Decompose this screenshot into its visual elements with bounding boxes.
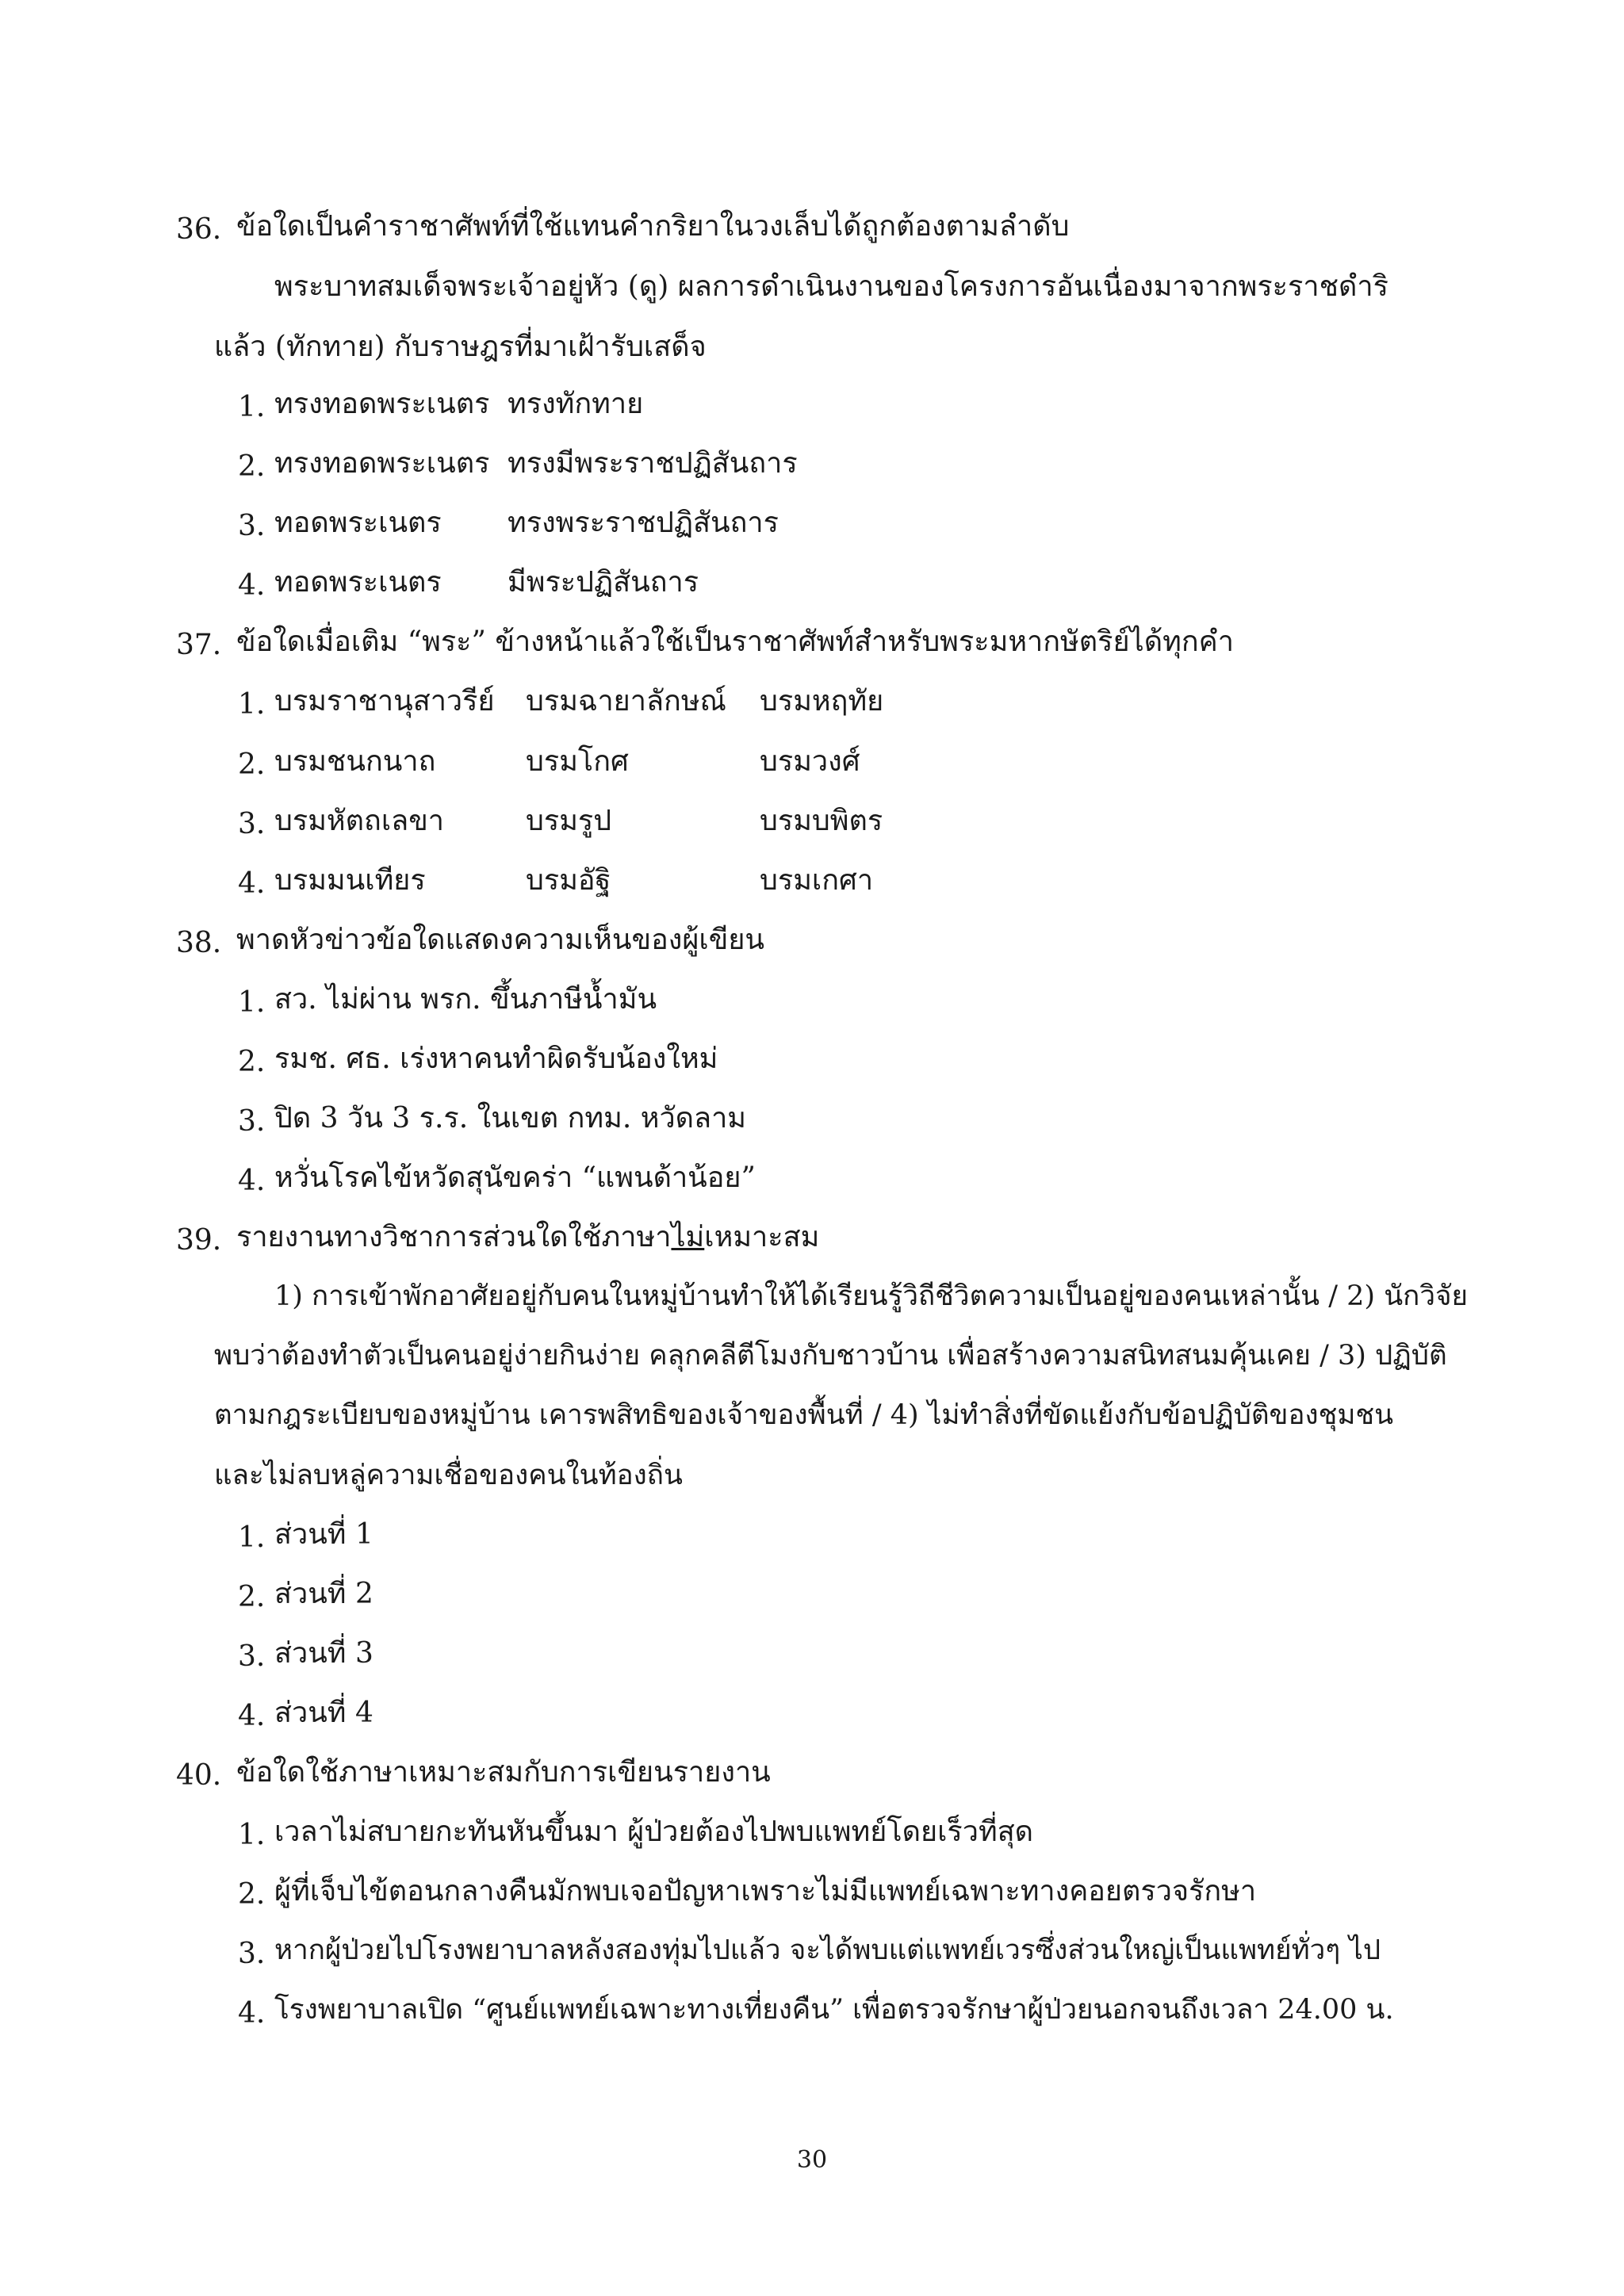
question-39-option-3-text: ส่วนที่ 3 <box>274 1637 373 1670</box>
question-40-option-3-number: 3. <box>238 1938 266 1970</box>
question-38-text: พาดหัวข่าวข้อใดแสดงความเห็นของผู้เขียน <box>236 924 765 956</box>
question-36-option-2-b: ทรงมีพระราชปฏิสันถาร <box>508 447 798 480</box>
question-36-passage-line-1: พระบาทสมเด็จพระเจ้าอยู่หัว (ดู) ผลการดำเนินงานของโครงการอันเนื่องมาจากพระราชดำริ <box>274 270 1388 303</box>
question-36-option-1-a: ทรงทอดพระเนตร <box>274 388 490 420</box>
question-39-passage-line-4: และไม่ลบหลู่ความเชื่อของคนในท้องถิ่น <box>214 1460 683 1491</box>
question-40-number: 40. <box>176 1759 222 1792</box>
question-38-option-2-number: 2. <box>238 1046 266 1078</box>
question-36-option-2-number: 2. <box>238 450 266 483</box>
question-38-option-2-text: รมช. ศธ. เร่งหาคนทำผิดรับน้องใหม่ <box>274 1043 718 1075</box>
question-37-option-1-number: 1. <box>238 688 266 721</box>
question-39-text-after: เหมาะสม <box>704 1221 820 1253</box>
question-40-option-2-text: ผู้ที่เจ็บไข้ตอนกลางคืนมักพบเจอปัญหาเพราะไม่มีแพทย์เฉพาะทางคอยตรวจรักษา <box>274 1875 1257 1908</box>
question-36-option-3-number: 3. <box>238 510 266 542</box>
question-37-option-4-number: 4. <box>238 867 266 900</box>
question-37-option-2-b: บรมโกศ <box>526 745 629 778</box>
question-36-option-4-a: ทอดพระเนตร <box>274 566 442 599</box>
question-39-option-2-text: ส่วนที่ 2 <box>274 1578 373 1610</box>
question-38-option-1-number: 1. <box>238 986 266 1019</box>
question-39-option-2-number: 2. <box>238 1581 266 1613</box>
question-36-option-3-b: ทรงพระราชปฏิสันถาร <box>508 507 779 539</box>
question-37-text: ข้อใดเมื่อเติม “พระ” ข้างหน้าแล้วใช้เป็นราชาศัพท์สำหรับพระมหากษัตริย์ได้ทุกคำ <box>236 626 1234 658</box>
question-36-option-4-b: มีพระปฏิสันถาร <box>508 566 699 599</box>
question-40-option-3-text: หากผู้ป่วยไปโรงพยาบาลหลังสองทุ่มไปแล้ว จะได้พบแต่แพทย์เวรซึ่งส่วนใหญ่เป็นแพทย์ทั่วๆ ไป <box>274 1934 1381 1966</box>
question-39-passage-line-1: 1) การเข้าพักอาศัยอยู่กับคนในหมู่บ้านทำให้ได้เรียนรู้วิถีชีวิตความเป็นอยู่ของคนเหล่านั้น / 2) นักวิจัย <box>274 1280 1468 1312</box>
question-39-text <box>236 1223 819 1252</box>
question-40-option-4-number: 4. <box>238 1997 266 2030</box>
question-38-option-4-number: 4. <box>238 1165 266 1197</box>
question-37-option-3-c: บรมบพิตร <box>760 805 883 837</box>
question-40-option-4-text: โรงพยาบาลเปิด “ศูนย์แพทย์เฉพาะทางเที่ยงคืน” เพื่อตรวจรักษาผู้ป่วยนอกจนถึงเวลา 24.00 น. <box>274 1994 1394 2026</box>
question-37-option-3-a: บรมหัตถเลขา <box>274 805 445 837</box>
question-36-option-2-a: ทรงทอดพระเนตร <box>274 447 490 480</box>
question-37-option-3-number: 3. <box>238 808 266 840</box>
question-39-option-1-number: 1. <box>238 1521 266 1554</box>
question-37-number: 37. <box>176 629 222 661</box>
question-38-option-3-number: 3. <box>238 1105 266 1138</box>
question-39-option-3-number: 3. <box>238 1640 266 1673</box>
question-36-option-4-number: 4. <box>238 569 266 602</box>
question-37-option-2-number: 2. <box>238 748 266 781</box>
question-36-passage-line-2: แล้ว (ทักทาย) กับราษฎรที่มาเฝ้ารับเสด็จ <box>214 331 707 363</box>
question-40-text: ข้อใดใช้ภาษาเหมาะสมกับการเขียนรายงาน <box>236 1756 771 1789</box>
question-39-text-before: รายงานทางวิชาการส่วนใดใช้ภาษา <box>236 1221 672 1253</box>
question-36-option-3-a: ทอดพระเนตร <box>274 507 442 539</box>
question-38-option-1-text: สว. ไม่ผ่าน พรก. ขึ้นภาษีน้ำมัน <box>274 983 657 1016</box>
question-37-option-1-c: บรมหฤทัย <box>760 685 884 718</box>
question-37-option-4-c: บรมเกศา <box>760 864 874 897</box>
question-36-option-1-b: ทรงทักทาย <box>508 388 644 420</box>
question-37-option-1-a: บรมราชานุสาวรีย์ <box>274 685 495 718</box>
question-37-option-4-b: บรมอัฐิ <box>526 864 611 897</box>
question-38-option-3-text: ปิด 3 วัน 3 ร.ร. ในเขต กทม. หวัดลาม <box>274 1102 747 1135</box>
question-39-option-1-text: ส่วนที่ 1 <box>274 1518 373 1551</box>
question-39-option-4-text: ส่วนที่ 4 <box>274 1697 373 1729</box>
question-39-passage-line-3: ตามกฎระเบียบของหมู่บ้าน เคารพสิทธิของเจ้าของพื้นที่ / 4) ไม่ทำสิ่งที่ขัดแย้งกับข้อปฏิบัติของชุมชน <box>214 1399 1394 1431</box>
question-37-option-2-a: บรมชนกนาถ <box>274 745 436 778</box>
page-number: 30 <box>796 2146 828 2174</box>
question-36-option-1-number: 1. <box>238 391 266 423</box>
question-39-number: 39. <box>176 1224 222 1257</box>
question-37-option-3-b: บรมรูป <box>526 805 612 837</box>
question-37-option-2-c: บรมวงศ์ <box>760 745 860 778</box>
question-40-option-1-number: 1. <box>238 1819 266 1851</box>
question-37-option-1-b: บรมฉายาลักษณ์ <box>526 685 726 718</box>
question-40-option-2-number: 2. <box>238 1878 266 1911</box>
question-37-option-4-a: บรมมนเทียร <box>274 864 426 897</box>
question-38-number: 38. <box>176 927 222 959</box>
question-39-option-4-number: 4. <box>238 1700 266 1732</box>
question-38-option-4-text: หวั่นโรคไข้หวัดสุนัขคร่า “แพนด้าน้อย” <box>274 1161 756 1194</box>
question-36-text: ข้อใดเป็นคำราชาศัพท์ที่ใช้แทนคำกริยาในวงเล็บได้ถูกต้องตามลำดับ <box>236 210 1070 243</box>
question-39-passage-line-2: พบว่าต้องทำตัวเป็นคนอยู่ง่ายกินง่าย คลุกคลีตีโมงกับชาวบ้าน เพื่อสร้างความสนิทสนมคุ้นเคย / 3) ปฏิบัติ <box>214 1340 1447 1372</box>
question-36-number: 36. <box>176 213 222 246</box>
question-40-option-1-text: เวลาไม่สบายกะทันหันขึ้นมา ผู้ป่วยต้องไปพบแพทย์โดยเร็วที่สุด <box>274 1816 1034 1848</box>
question-39-text-underlined: ไม่ <box>671 1221 705 1253</box>
